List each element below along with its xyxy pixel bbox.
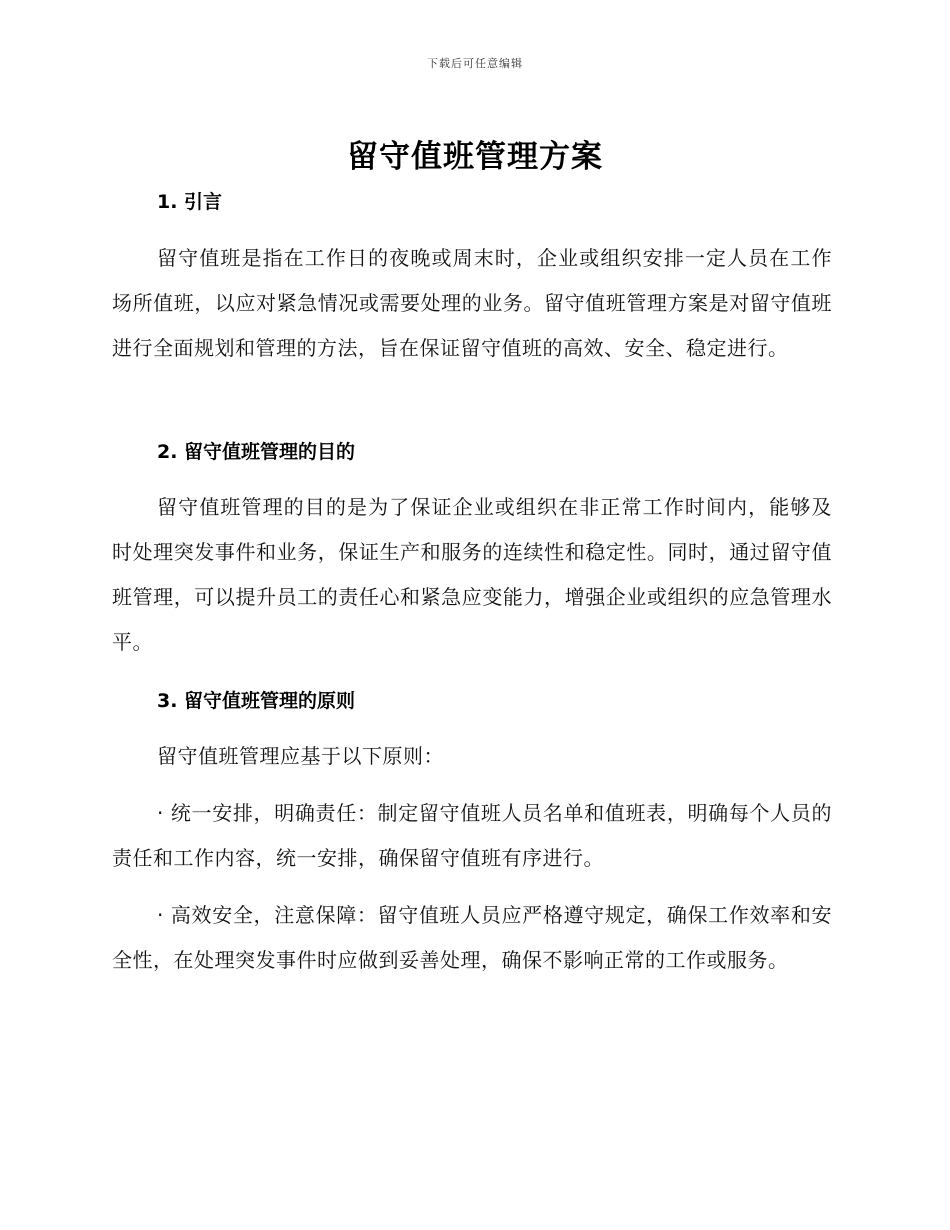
section-heading-principles: 3. 留守值班管理的原则	[157, 690, 356, 712]
section-heading-purpose: 2. 留守值班管理的目的	[157, 441, 356, 463]
paragraph-introduction: 留守值班是指在工作日的夜晚或周末时，企业或组织安排一定人员在工作场所值班，以应对紧急情况或需要处理的业务。留守值班管理方案是对留守值班进行全面规划和管理的方法，旨在保证留守值班的高效、安全、稳定进行。	[112, 246, 832, 360]
header-note: 下载后可任意编辑	[427, 57, 523, 70]
paragraph-purpose: 留守值班管理的目的是为了保证企业或组织在非正常工作时间内，能够及时处理突发事件和业务，保证生产和服务的连续性和稳定性。同时，通过留守值班管理，可以提升员工的责任心和紧急应变能力，增强企业或组织的应急管理水平。	[112, 495, 832, 654]
paragraph-principles-intro: 留守值班管理应基于以下原则：	[157, 744, 444, 768]
section-heading-introduction: 1. 引言	[157, 191, 223, 213]
paragraph-principle-unified-arrangement: · 统一安排，明确责任：制定留守值班人员名单和值班表，明确每个人员的责任和工作内容，统一安排，确保留守值班有序进行。	[112, 801, 832, 870]
paragraph-principle-efficiency-safety: · 高效安全，注意保障：留守值班人员应严格遵守规定，确保工作效率和安全性，在处理突发事件时应做到妥善处理，确保不影响正常的工作或服务。	[112, 903, 832, 972]
document-title: 留守值班管理方案	[347, 139, 603, 175]
